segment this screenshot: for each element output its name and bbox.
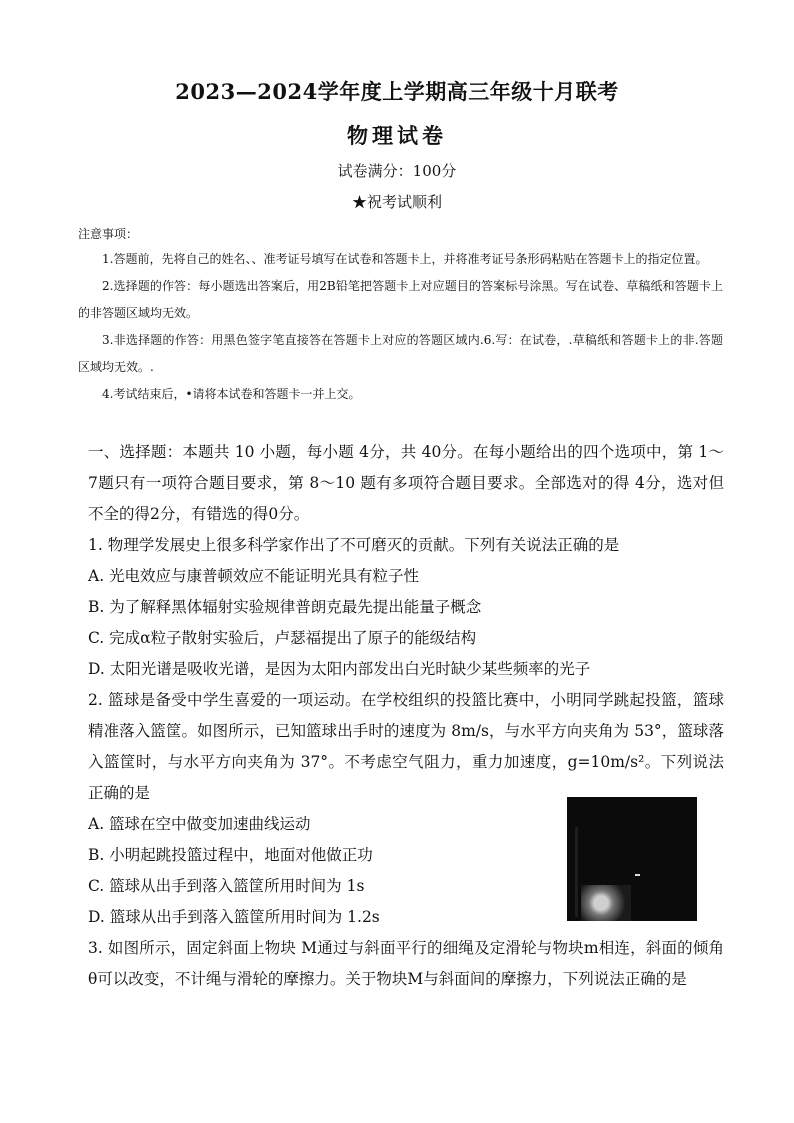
question-3 bbox=[88, 933, 724, 995]
basketball-photo bbox=[567, 797, 697, 921]
photo-detail bbox=[635, 874, 640, 876]
exam-notes bbox=[78, 222, 723, 408]
question-stem: 1. 物理学发展史上很多科学家作出了不可磨灭的贡献。下列有关说法正确的是 bbox=[88, 536, 620, 554]
exam-subtitle: 物理试卷 bbox=[347, 123, 447, 148]
option-b: B. 为了解释黑体辐射实验规律普朗克最先提出能量子概念 bbox=[88, 598, 482, 616]
section-instructions: 一、选择题：本题共 10 小题，每小题 4分，共 40分。在每小题给出的四个选项中，第 1～7题只有一项符合题目要求，第 8～10 题有多项符合题目要求。全部选对的得 4分，选对但不全的得2分，有错选的得0分。 bbox=[88, 443, 724, 523]
option-d: D. 篮球从出手到落入篮筐所用时间为 1.2s bbox=[88, 908, 380, 926]
photo-detail bbox=[581, 885, 631, 921]
exam-title: 2023—2024学年度上学期高三年级十月联考 bbox=[175, 79, 619, 104]
photo-detail bbox=[575, 827, 578, 917]
option-a: A. 光电效应与康普顿效应不能证明光具有粒子性 bbox=[88, 567, 420, 585]
question-stem: 2. 篮球是备受中学生喜爱的一项运动。在学校组织的投篮比赛中，小明同学跳起投篮，篮球精准落入篮筐。如图所示，已知篮球出手时的速度为 8m/s，与水平方向夹角为 53°，篮球落入篮筐时，与水平方向夹角为 37°。不考虑空气阻力，重力加速度，g=10m/s²。下列说法正确的是 bbox=[88, 691, 724, 802]
note-item: 2.选择题的作答：每小题选出答案后，用2B铅笔把答题卡上对应题目的答案标号涂黑。写在试卷、草稿纸和答题卡上的非答题区域均无效。 bbox=[78, 279, 723, 320]
question-1 bbox=[88, 530, 724, 685]
option-b: B. 小明起跳投篮过程中，地面对他做正功 bbox=[88, 846, 373, 864]
note-item: 1.答题前，先将自己的姓名、、准考证号填写在试卷和答题卡上，并将准考证号条形码粘贴在答题卡上的指定位置。 bbox=[102, 252, 708, 266]
option-d: D. 太阳光谱是吸收光谱，是因为太阳内部发出白光时缺少某些频率的光子 bbox=[88, 660, 591, 678]
option-a: A. 篮球在空中做变加速曲线运动 bbox=[88, 815, 311, 833]
full-score: 试卷满分：100分 bbox=[337, 162, 457, 180]
note-item: 4.考试结束后，•请将本试卷和答题卡一并上交。 bbox=[102, 387, 361, 401]
option-c: C. 完成α粒子散射实验后，卢瑟福提出了原子的能级结构 bbox=[88, 629, 477, 647]
option-c: C. 篮球从出手到落入篮筐所用时间为 1s bbox=[88, 877, 365, 895]
note-item: 3.非选择题的作答：用黑色签字笔直接答在答题卡上对应的答题区域内.6.写：在试卷，.草稿纸和答题卡上的非.答题区域均无效。. bbox=[78, 333, 723, 374]
notes-heading: 注意事项： bbox=[78, 227, 139, 241]
question-stem: 3. 如图所示，固定斜面上物块 M通过与斜面平行的细绳及定滑轮与物块m相连，斜面的倾角 θ可以改变，不计绳与滑轮的摩擦力。关于物块M与斜面间的摩擦力，下列说法正确的是 bbox=[88, 939, 724, 988]
good-luck-line: ★祝考试顺利 bbox=[351, 193, 442, 211]
